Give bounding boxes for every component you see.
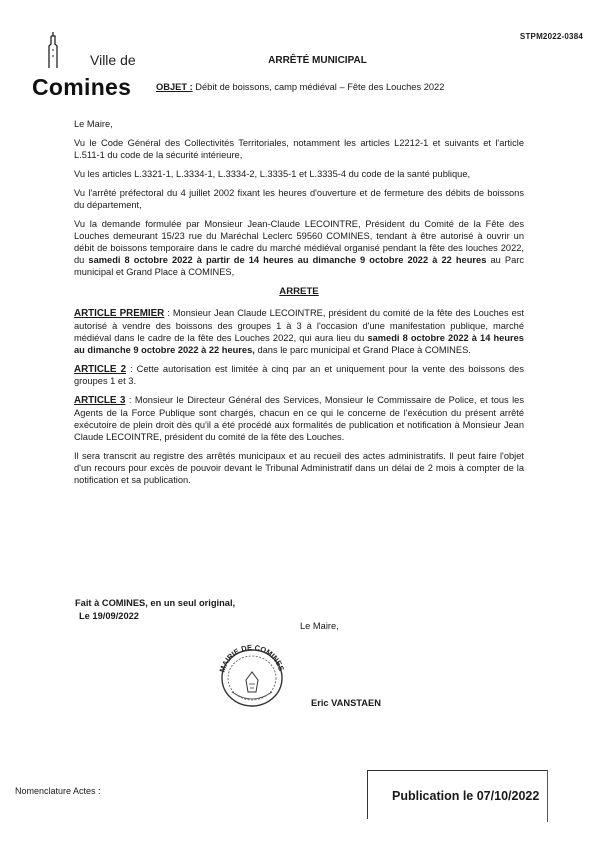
document-reference: STPM2022-0384 — [519, 32, 583, 41]
subject-text: Débit de boissons, camp médiéval – Fête des Louches 2022 — [195, 82, 445, 92]
article-2: ARTICLE 2 : Cette autorisation est limitée à cinq par an et uniquement pour la vente des boissons des groupes 1 et 3. — [74, 363, 524, 387]
stamp-border — [547, 770, 548, 822]
visa-paragraph: Vu le Code Général des Collectivités Territoriales, notamment les articles L2212-1 et suivants et l'article L.511-1 du code de la sécurité intérieure, — [74, 137, 524, 160]
article-1: ARTICLE PREMIER : Monsieur Jean Claude LECOINTRE, président du comité de la fête des Louches est autorisé à vendre des boissons des groupes 1 à 3 à l'occasion d'une manifestation publique, marché médiéval dans le cadre de la fête des Louches 2022, qui aura lieu du samedi 8 octobre 2022 à 14 heures au dimanche 9 octobre 2022 à 22 heures, dans le parc municipal et Grand Place à COMINES. — [74, 308, 524, 355]
visa-paragraph: Vu la demande formulée par Monsieur Jean-Claude LECOINTRE, Président du Comité de la Fête des Louches demeurant 15/23 rue du Maréchal Leclerc 59560 COMINES, tendant à être autorisé à ouvrir un débit de boissons temporaire dans le cadre du marché médiéval organisé pendant la fête des louches 2022, du samedi 8 octobre 2022 à partir de 14 heures au dimanche 9 octobre 2022 à 22 heures au Parc municipal et Grand Place à COMINES, — [74, 218, 524, 277]
signer-name: Eric VANSTAEN — [311, 698, 381, 708]
signature-date: Le 19/09/2022 — [79, 611, 139, 622]
done-at-place: Fait à COMINES, en un seul original, — [75, 598, 236, 608]
publication-stamp — [367, 770, 548, 819]
logo-line-comines: Comines — [32, 74, 132, 100]
seal-text: MAIRIE DE COMINES — [217, 642, 286, 674]
article-3: ARTICLE 3 : Monsieur le Directeur Général des Services, Monsieur le Commissaire de Police, et tous les Agents de la Force Publique sont chargés, chacun en ce qui le concerne de l'exécution du présent arrêté exécutoire de plein droit dès qu'il a été procédé aux formalités de publication et notification à Monsieur Jean Claude LECOINTRE, président du comité de la fête des Louches. — [74, 395, 524, 442]
nomenclature-label: Nomenclature Actes : — [15, 786, 101, 796]
mayor-label: Le Maire, — [300, 621, 339, 631]
closing-paragraph: Il sera transcrit au registre des arrêtés municipaux et au recueil des actes administratifs. Il peut faire l'objet d'un recours pour excès de pouvoir devant le Tribunal Administratif dans un délai de 2 mois à compter de la notification et sa publication. — [74, 450, 524, 485]
decree-body — [74, 119, 524, 494]
publication-date: Publication le 07/10/2022 — [392, 789, 540, 803]
town-seal — [212, 640, 292, 710]
logo-line-ville: Ville de — [90, 52, 136, 68]
visa-paragraph: Vu l'arrêté préfectoral du 4 juillet 2002 fixant les heures d'ouverture et de fermeture des débits de boissons du département, — [74, 187, 524, 210]
visa-paragraph: Vu les articles L.3321-1, L.3334-1, L.3334-2, L.3335-1 et L.3335-4 du code de la santé publique, — [74, 168, 471, 179]
subject-label: OBJET : — [156, 82, 193, 92]
subject-line — [156, 82, 444, 92]
decree-heading: ARRETE — [279, 285, 319, 297]
article-label: ARTICLE PREMIER — [74, 308, 165, 320]
article-label: ARTICLE 3 — [74, 395, 126, 407]
article-label: ARTICLE 2 — [74, 363, 127, 375]
done-at — [75, 597, 235, 623]
salutation: Le Maire, — [74, 119, 113, 129]
page-title: ARRÊTÉ MUNICIPAL — [268, 55, 367, 66]
